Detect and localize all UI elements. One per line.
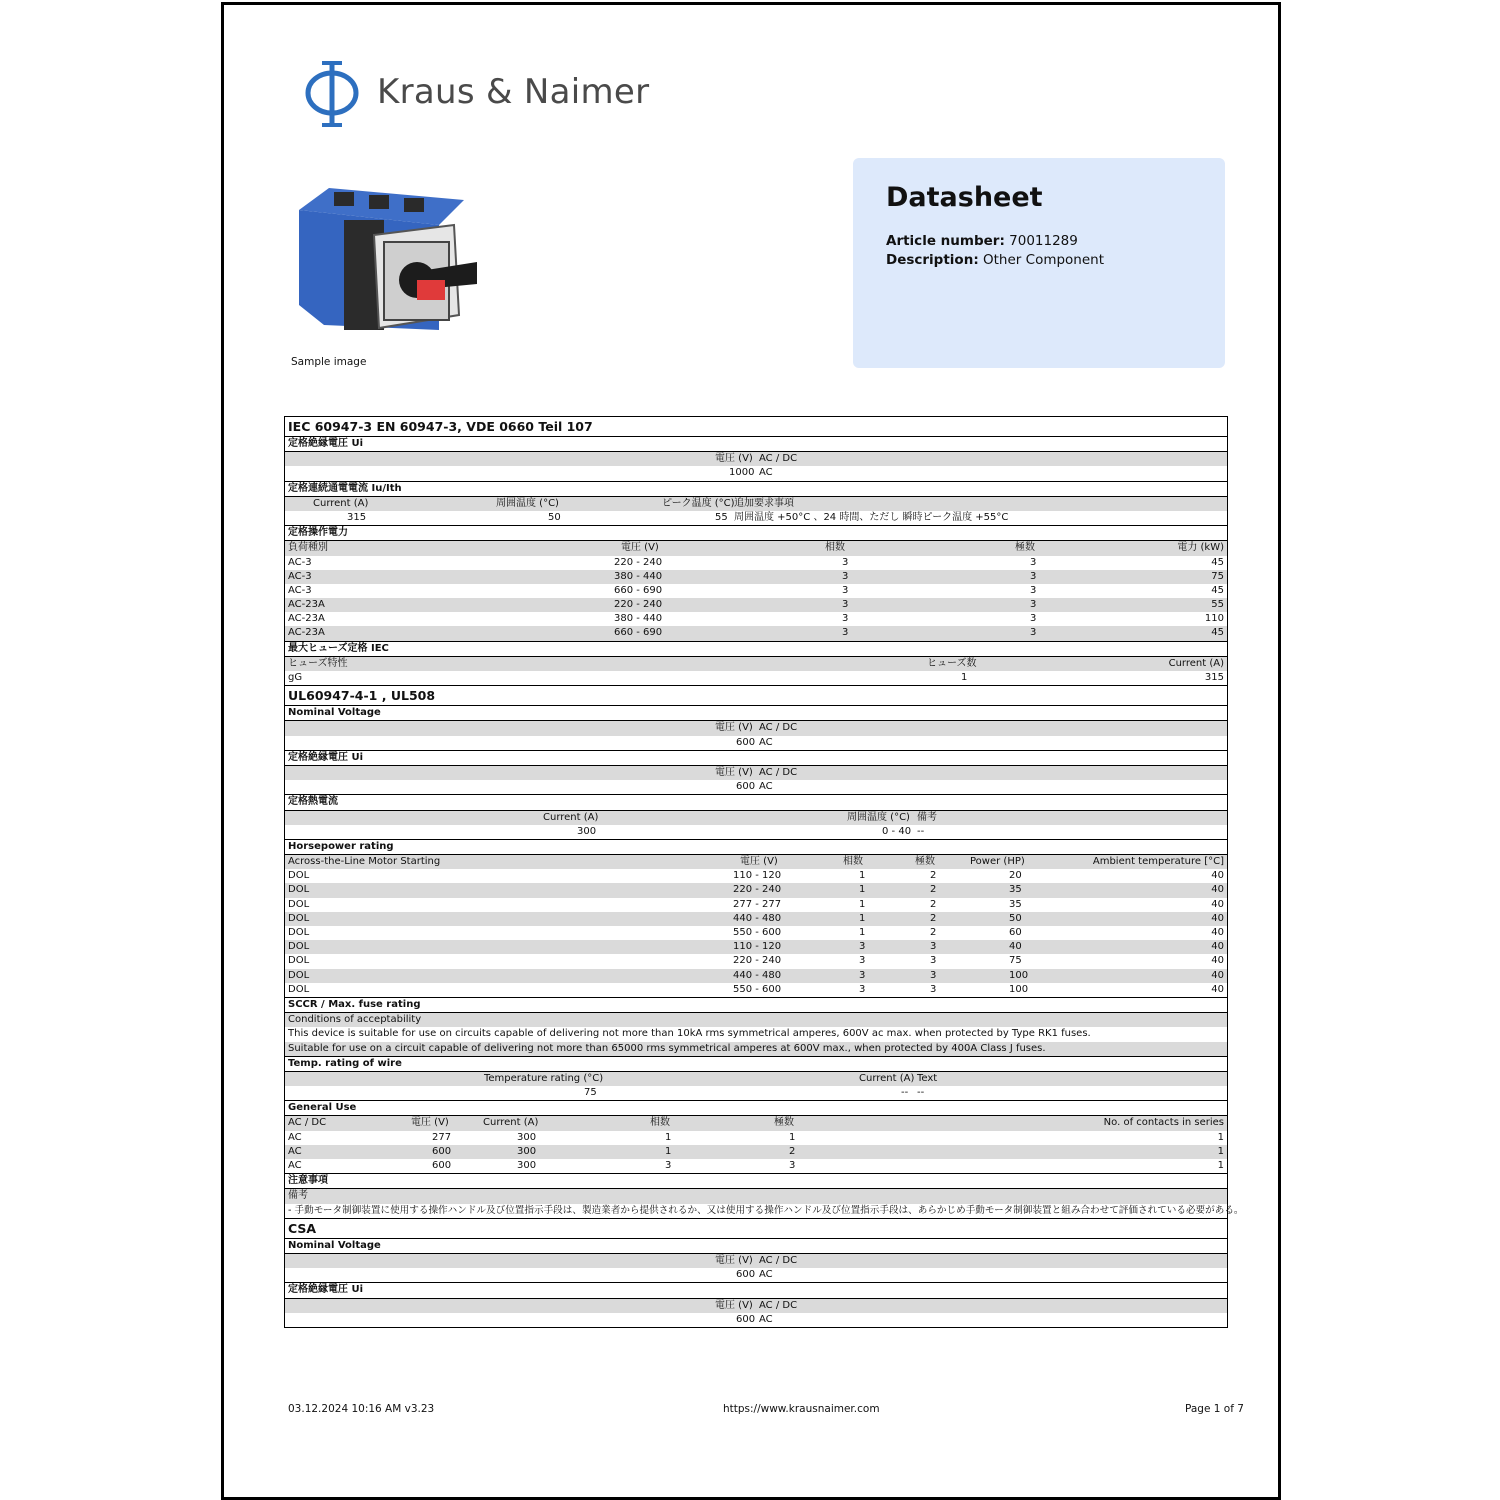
table-row xyxy=(285,598,1227,612)
cell: 60 xyxy=(1009,927,1022,938)
cell: 3 xyxy=(789,1160,796,1171)
cell: 220 - 240 xyxy=(614,556,663,568)
table-row xyxy=(285,954,1227,968)
cell: AC-3 xyxy=(288,556,312,568)
cell: 40 xyxy=(1009,941,1022,953)
table-row xyxy=(285,736,1227,751)
description-line xyxy=(886,252,1104,268)
cell: 35 xyxy=(1009,898,1022,910)
table-row xyxy=(285,671,1227,686)
section-title-ul: UL60947-4-1 , UL508 xyxy=(285,686,1227,706)
cell: -- xyxy=(917,825,925,837)
table-row xyxy=(285,883,1227,897)
csa-nv-title: Nominal Voltage xyxy=(285,1239,1227,1254)
cell: 3 xyxy=(665,1160,672,1171)
cell: 電圧 (V) xyxy=(715,766,753,778)
cell: 電圧 (V) xyxy=(411,1117,449,1129)
cell: AC-3 xyxy=(288,570,312,582)
section-title-csa: CSA xyxy=(285,1219,1227,1239)
cell: This device is suitable for use on circuits capable of delivering not more than 10kA rms symmetrical amperes, 600V ac max. when protected by Type RK1 fuses. xyxy=(288,1028,1091,1040)
cell: 300 xyxy=(577,825,597,837)
table-row xyxy=(285,584,1227,598)
cell: DOL xyxy=(288,912,310,924)
cell: 40 xyxy=(1211,912,1224,924)
cell: 315 xyxy=(347,511,367,523)
cell: 負荷種別 xyxy=(288,542,328,554)
cell: 75 xyxy=(584,1087,597,1099)
table-row xyxy=(285,497,1227,511)
cell: 1 xyxy=(789,1131,796,1143)
table-row xyxy=(285,1116,1227,1130)
footer-timestamp: 03.12.2024 10:16 AM v3.23 xyxy=(288,1403,435,1415)
cell: 3 xyxy=(859,941,866,953)
cell: 110 xyxy=(1204,613,1224,625)
cell: 周囲温度 +50°C 、24 時間、ただし 瞬時ピーク温度 +55°C xyxy=(734,511,1009,523)
csa-ui-title: 定格絶縁電圧 Ui xyxy=(285,1283,1227,1298)
iec-ith-title: 定格連続通電電流 Iu/Ith xyxy=(285,482,1227,497)
cell: 55 xyxy=(715,511,728,523)
cell: 電圧 (V) xyxy=(621,542,659,554)
cell: 追加要求事項 xyxy=(734,497,794,509)
cell: AC / DC xyxy=(759,722,798,734)
cell: Ambient temperature [°C] xyxy=(1092,856,1224,868)
cell: 40 xyxy=(1211,955,1224,967)
cell: 周囲温度 (°C) xyxy=(496,497,559,509)
cell: 3 xyxy=(930,955,937,967)
cell: 3 xyxy=(1030,556,1037,568)
cell: 55 xyxy=(1211,599,1224,611)
cell: DOL xyxy=(288,870,310,882)
cell: 40 xyxy=(1211,969,1224,981)
cell: 1 xyxy=(1217,1160,1224,1171)
cell: AC xyxy=(288,1131,302,1143)
table-row xyxy=(285,1189,1227,1203)
article-value: 70011289 xyxy=(1009,233,1078,249)
cell: 周囲温度 (°C) xyxy=(847,811,910,823)
cell: 3 xyxy=(842,627,849,639)
ul-gu-title: General Use xyxy=(285,1101,1227,1116)
cell: 45 xyxy=(1211,627,1224,639)
cell: DOL xyxy=(288,941,310,953)
cell: Suitable for use on a circuit capable of delivering not more than 65000 rms symmetrical amperes at 600V max., when protected by 400A Class J fuses. xyxy=(288,1042,1046,1054)
table-row xyxy=(285,780,1227,795)
table-row xyxy=(285,721,1227,735)
table-row xyxy=(285,926,1227,940)
cell: 3 xyxy=(1030,570,1037,582)
cell: -- xyxy=(901,1087,909,1099)
article-line xyxy=(886,233,1078,249)
cell: 440 - 480 xyxy=(733,969,782,981)
cell: 220 - 240 xyxy=(614,599,663,611)
cell: 1 xyxy=(665,1131,672,1143)
table-row xyxy=(285,511,1227,526)
cell: 75 xyxy=(1009,955,1022,967)
cell: 600 xyxy=(736,736,756,748)
cell: 3 xyxy=(842,556,849,568)
cell: 0 - 40 xyxy=(882,825,912,837)
cell: 1 xyxy=(1217,1145,1224,1157)
cell: 極数 xyxy=(1015,542,1035,554)
cell: AC / DC xyxy=(759,1299,798,1311)
cell: 600 xyxy=(736,781,756,793)
cell: AC / DC xyxy=(759,1254,798,1266)
cell: AC xyxy=(759,1269,773,1281)
cell: AC / DC xyxy=(288,1117,327,1129)
cell: 440 - 480 xyxy=(733,912,782,924)
table-row xyxy=(285,940,1227,954)
cell: 40 xyxy=(1211,983,1224,995)
cell: DOL xyxy=(288,884,310,896)
cell: Current (A) xyxy=(859,1072,915,1084)
cell: Across-the-Line Motor Starting xyxy=(288,856,441,868)
cell: 50 xyxy=(1009,912,1022,924)
cell: 電圧 (V) xyxy=(715,1254,753,1266)
ul-hp-title: Horsepower rating xyxy=(285,840,1227,855)
phi-logo-icon xyxy=(304,60,364,130)
article-label: Article number: xyxy=(886,233,1005,249)
cell: Text xyxy=(917,1072,938,1084)
product-image xyxy=(289,180,479,340)
cell: 3 xyxy=(859,969,866,981)
cell: 極数 xyxy=(915,856,935,868)
cell: 1 xyxy=(859,870,866,882)
table-row xyxy=(285,1131,1227,1145)
cell: ヒューズ数 xyxy=(927,657,977,669)
cell: DOL xyxy=(288,955,310,967)
cell: 備考 xyxy=(288,1190,308,1202)
cell: 電圧 (V) xyxy=(740,856,778,868)
cell: 277 xyxy=(432,1131,452,1143)
cell: AC xyxy=(759,467,773,479)
cell: 380 - 440 xyxy=(614,570,663,582)
cell: AC xyxy=(759,1313,773,1325)
iec-op-title: 定格操作電力 xyxy=(285,526,1227,541)
table-row xyxy=(285,1072,1227,1086)
cell: 110 - 120 xyxy=(733,941,782,953)
table-row xyxy=(285,556,1227,570)
footer-page: Page 1 of 7 xyxy=(1185,1403,1244,1415)
ul-ui-title: 定格絶縁電圧 Ui xyxy=(285,751,1227,766)
cell: 相数 xyxy=(825,542,845,554)
table-row xyxy=(285,869,1227,883)
cell: 1000 xyxy=(729,467,755,479)
cell: ピーク温度 (°C) xyxy=(662,497,735,509)
cell: AC xyxy=(288,1145,302,1157)
cell: DOL xyxy=(288,898,310,910)
ul-sccr-title: SCCR / Max. fuse rating xyxy=(285,998,1227,1013)
cell: 660 - 690 xyxy=(614,627,663,639)
cell: 20 xyxy=(1009,870,1022,882)
cell: AC / DC xyxy=(759,766,798,778)
cell: 電圧 (V) xyxy=(715,1299,753,1311)
cell: Current (A) xyxy=(313,497,369,509)
iec-fuse-title: 最大ヒューズ定格 IEC xyxy=(285,642,1227,657)
iec-ui-title: 定格絶縁電圧 Ui xyxy=(285,437,1227,452)
table-row xyxy=(285,612,1227,626)
description-label: Description: xyxy=(886,252,979,268)
cell: 極数 xyxy=(774,1117,794,1129)
cell: 2 xyxy=(930,927,937,938)
cell: 660 - 690 xyxy=(614,584,663,596)
cell: 3 xyxy=(930,941,937,953)
cell: Temperature rating (°C) xyxy=(484,1072,604,1084)
cell: 300 xyxy=(517,1145,537,1157)
table-row xyxy=(285,1254,1227,1268)
cell: 3 xyxy=(859,983,866,995)
table-row xyxy=(285,1013,1227,1027)
table-row xyxy=(285,855,1227,869)
cell: AC-23A xyxy=(288,613,325,625)
cell: 3 xyxy=(930,969,937,981)
cell: 1 xyxy=(859,927,866,938)
table-row xyxy=(285,541,1227,555)
cell: 220 - 240 xyxy=(733,884,782,896)
ul-nv-title: Nominal Voltage xyxy=(285,706,1227,721)
cell: 備考 xyxy=(917,811,937,823)
cell: 1 xyxy=(1217,1131,1224,1143)
table-row xyxy=(285,898,1227,912)
table-row xyxy=(285,1204,1244,1219)
cell: 315 xyxy=(1204,672,1224,683)
ul-th-title: 定格熱電流 xyxy=(285,795,1227,810)
cell: AC-3 xyxy=(288,584,312,596)
cell: AC-23A xyxy=(288,599,325,611)
cell: 220 - 240 xyxy=(733,955,782,967)
cell: 110 - 120 xyxy=(733,870,782,882)
brand-name: Kraus & Naimer xyxy=(377,72,650,112)
cell: DOL xyxy=(288,927,310,938)
cell: 1 xyxy=(859,898,866,910)
cell: AC xyxy=(759,736,773,748)
cell: 2 xyxy=(930,870,937,882)
cell: 40 xyxy=(1211,884,1224,896)
cell: AC-23A xyxy=(288,627,325,639)
cell: 50 xyxy=(548,511,561,523)
cell: 相数 xyxy=(843,856,863,868)
cell: 35 xyxy=(1009,884,1022,896)
cell: 600 xyxy=(736,1313,756,1325)
info-box xyxy=(853,158,1225,368)
cell: 550 - 600 xyxy=(733,983,782,995)
cell: 550 - 600 xyxy=(733,927,782,938)
cell: 40 xyxy=(1211,927,1224,938)
cell: 2 xyxy=(930,912,937,924)
table-row xyxy=(285,912,1227,926)
cell: 3 xyxy=(1030,627,1037,639)
table-row xyxy=(285,983,1227,997)
cell: DOL xyxy=(288,969,310,981)
cell: 2 xyxy=(789,1145,796,1157)
table-row xyxy=(285,766,1227,780)
cell: 45 xyxy=(1211,556,1224,568)
cell: 300 xyxy=(517,1131,537,1143)
cell: - 手動モータ制御装置に使用する操作ハンドル及び位置指示手段は、製造業者から提供されるか、又は使用する操作ハンドル及び位置指示手段は、あらかじめ手動モータ制御装置と組み合わせて評価されている必要がある。 xyxy=(288,1204,1244,1216)
table-row xyxy=(285,1086,1227,1101)
cell: 3 xyxy=(1030,599,1037,611)
cell: 相数 xyxy=(650,1117,670,1129)
cell: 45 xyxy=(1211,584,1224,596)
cell: ヒューズ特性 xyxy=(288,657,348,669)
table-row xyxy=(285,1042,1227,1057)
cell: 1 xyxy=(859,884,866,896)
table-row xyxy=(285,1299,1227,1313)
table-row xyxy=(285,570,1227,584)
cell: No. of contacts in series xyxy=(1103,1117,1224,1129)
cell: 3 xyxy=(842,584,849,596)
footer-url[interactable]: https://www.krausnaimer.com xyxy=(723,1403,880,1415)
cell: 電圧 (V) xyxy=(715,722,753,734)
image-caption: Sample image xyxy=(291,356,367,368)
cell: 380 - 440 xyxy=(614,613,663,625)
cell: 3 xyxy=(859,955,866,967)
description-value: Other Component xyxy=(983,252,1105,268)
cell: 40 xyxy=(1211,870,1224,882)
cell: 電力 (kW) xyxy=(1177,542,1224,554)
ul-wire-title: Temp. rating of wire xyxy=(285,1057,1227,1072)
table-row xyxy=(285,657,1227,671)
table-row xyxy=(285,1313,1227,1327)
cell: 2 xyxy=(930,898,937,910)
spec-table xyxy=(284,416,1244,1328)
cell: 100 xyxy=(1009,969,1029,981)
cell: 1 xyxy=(665,1145,672,1157)
table-row xyxy=(285,452,1227,466)
cell: gG xyxy=(288,672,303,683)
cell: 40 xyxy=(1211,941,1224,953)
cell: AC xyxy=(759,781,773,793)
table-row xyxy=(285,1145,1227,1159)
section-title-iec: IEC 60947-3 EN 60947-3, VDE 0660 Teil 107 xyxy=(285,417,1227,437)
cell: 600 xyxy=(736,1269,756,1281)
cell: 1 xyxy=(859,912,866,924)
cell: 3 xyxy=(842,570,849,582)
table-row xyxy=(285,969,1227,983)
table-row xyxy=(285,1268,1227,1283)
cell: 300 xyxy=(517,1160,537,1171)
table-row xyxy=(285,1159,1227,1173)
cell: 3 xyxy=(842,599,849,611)
cell: Current (A) xyxy=(1168,657,1224,669)
cell: 75 xyxy=(1211,570,1224,582)
table-row xyxy=(285,811,1227,825)
cell: 3 xyxy=(1030,584,1037,596)
cell: Current (A) xyxy=(543,811,599,823)
cell: 電圧 (V) xyxy=(715,453,753,465)
ul-note-title: 注意事項 xyxy=(285,1174,1227,1189)
table-row xyxy=(285,825,1227,840)
cell: -- xyxy=(917,1087,925,1099)
cell: 3 xyxy=(842,613,849,625)
cell: 40 xyxy=(1211,898,1224,910)
cell: AC xyxy=(288,1160,302,1171)
cell: 1 xyxy=(961,672,968,683)
cell: 600 xyxy=(432,1160,452,1171)
datasheet-page xyxy=(221,2,1281,1500)
cell: AC / DC xyxy=(759,453,798,465)
cell: 600 xyxy=(432,1145,452,1157)
cell: DOL xyxy=(288,983,310,995)
cell: Conditions of acceptability xyxy=(288,1014,422,1026)
cell: 2 xyxy=(930,884,937,896)
cell: 277 - 277 xyxy=(733,898,782,910)
table-row xyxy=(285,466,1227,481)
table-row xyxy=(285,1027,1227,1041)
datasheet-title: Datasheet xyxy=(886,182,1043,213)
cell: 100 xyxy=(1009,983,1029,995)
cell: 3 xyxy=(930,983,937,995)
cell: 3 xyxy=(1030,613,1037,625)
cell: Power (HP) xyxy=(970,856,1025,868)
cell: Current (A) xyxy=(483,1117,539,1129)
table-row xyxy=(285,626,1227,640)
